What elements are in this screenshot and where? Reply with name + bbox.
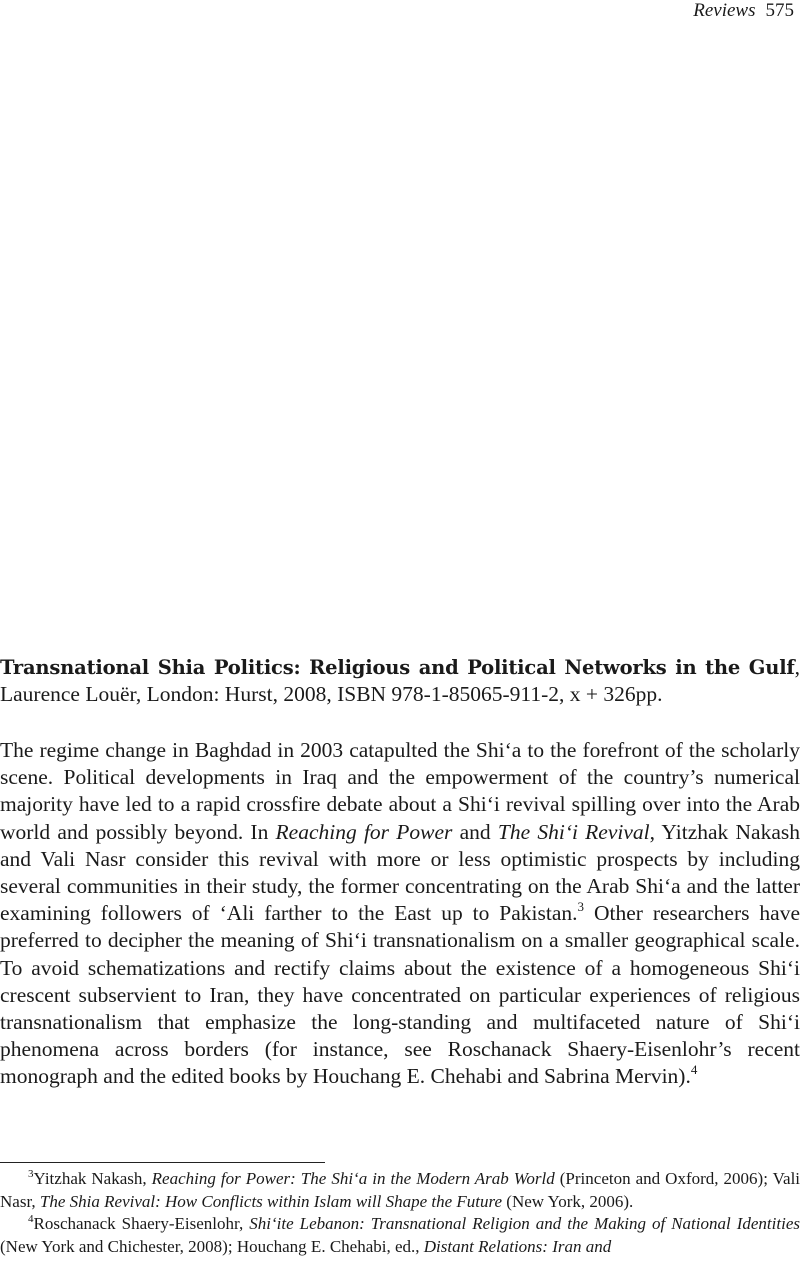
body-paragraph <box>0 737 800 1091</box>
footnote-divider <box>0 1162 325 1163</box>
footnote <box>0 1213 800 1258</box>
book-title-italic: The Shi‘i Revival <box>497 819 650 844</box>
footnote-text: (New York and Chichester, 2008); Houchang E. Chehabi, ed., <box>0 1236 424 1256</box>
body-text: The regime change in Baghdad in 2003 catapulted the Shi‘a to the forefront of the scholarly scene. Political developments in Iraq and the empowerment of the country’s numerical majority have led to a rapid crossfire debate about a Shi‘i revival spilling over into the Arab world and possibly beyond. In <box>0 738 800 844</box>
book-title: Transnational Shia Politics: Religious and Political Networks in the Gulf <box>0 656 795 679</box>
footnote-title: The Shia Revival: How Conflicts within Islam will Shape the Future <box>39 1191 503 1211</box>
review-heading <box>0 654 800 708</box>
body-text: , Yitzhak Nakash and Vali Nasr consider this revival with more or less optimistic prospects by including several communities in their study, the former concentrating on the Arab Shi‘a and the latter examining followers of ‘Ali farther to the East up to Pakistan. <box>0 819 800 926</box>
footnote <box>0 1168 800 1213</box>
book-title-italic: Reaching for Power <box>275 819 453 844</box>
body-text: Other researchers have preferred to decipher the meaning of Shi‘i transnationalism on a smaller geographical scale. To avoid schematizations and rectify claims about the existence of a homogeneous Shi‘i crescent subservient to Iran, they have concentrated on particular experiences of religious transnationalism that emphasize the long-standing and multifaceted nature of Shi‘i phenomena across borders (for instance, see Roschanack Shaery-Eisenlohr’s recent monograph and the edited books by Houchang E. Chehabi and Sabrina Mervin). <box>0 901 800 1089</box>
book-citation: , Laurence Louër, London: Hurst, 2008, ISBN 978-1-85065-911-2, x + 326pp. <box>0 655 800 706</box>
footnote-reference: 3 <box>577 899 585 915</box>
footnote-title: Shi‘ite Lebanon: Transnational Religion and the Making of National Identities <box>249 1214 800 1233</box>
footnotes <box>0 1168 800 1258</box>
footnote-text: Roschanack Shaery-Eisenlohr, <box>33 1214 250 1233</box>
footnote-number: 3 <box>28 1168 34 1180</box>
footnote-text: Yitzhak Nakash, <box>33 1169 152 1188</box>
page-number: 575 <box>765 0 794 21</box>
running-header <box>693 0 794 24</box>
body-text: and <box>452 819 498 844</box>
review-body <box>0 737 800 1091</box>
running-header-section: Reviews <box>693 0 756 21</box>
footnote-title: Reaching for Power: The Shi‘a in the Modern Arab World <box>151 1169 555 1188</box>
footnote-text: (New York, 2006). <box>502 1191 634 1211</box>
footnote-title: Distant Relations: Iran and <box>423 1236 612 1256</box>
footnote-number: 4 <box>28 1213 34 1225</box>
footnote-reference: 4 <box>690 1062 698 1078</box>
footnote-text: (Princeton and Oxford, 2006); Vali Nasr, <box>0 1169 800 1211</box>
